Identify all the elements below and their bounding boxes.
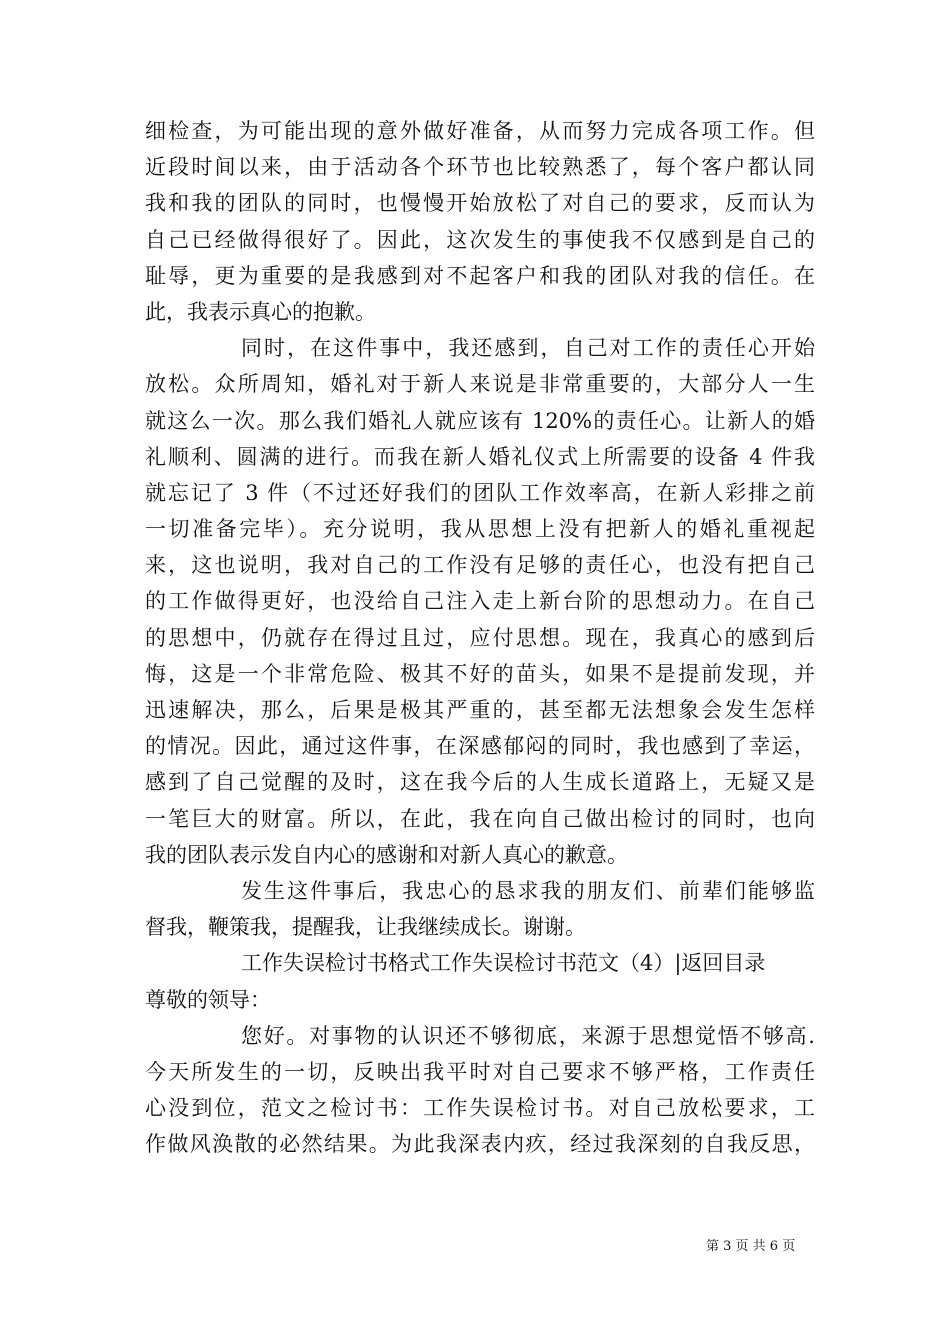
text-line: 就这么一次。那么我们婚礼人就应该有 120%的责任心。让新人的婚 (145, 408, 815, 433)
text-line: 作做风涣散的必然结果。为此我深表内疚，经过我深刻的自我反思， (145, 1132, 815, 1157)
page-number-footer: 第 3 页 共 6 页 (706, 1239, 796, 1254)
text-line: 礼顺利、圆满的进行。而我在新人婚礼仪式上所需要的设备 4 件我 (145, 444, 815, 469)
text-line: 的工作做得更好，也没给自己注入走上新台阶的思想动力。在自己 (145, 589, 815, 614)
text-line: 一切准备完毕）。充分说明，我从思想上没有把新人的婚礼重视起 (145, 517, 815, 542)
text-line: 的思想中，仍就存在得过且过，应付思想。现在，我真心的感到后 (145, 625, 815, 650)
document-body (145, 113, 815, 1162)
text-line: 自己已经做得很好了。因此，这次发生的事使我不仅感到是自己的 (145, 227, 815, 252)
text-line: 工作失误检讨书格式工作失误检讨书范文（4）|返回目录 (241, 951, 766, 976)
text-line: 心没到位，范文之检讨书：工作失误检讨书。对自己放松要求，工 (145, 1096, 815, 1121)
text-line: 我和我的团队的同时，也慢慢开始放松了对自己的要求，反而认为 (145, 191, 815, 216)
text-line: 近段时间以来，由于活动各个环节也比较熟悉了，每个客户都认同 (145, 155, 815, 180)
text-line: 的情况。因此，通过这件事，在深感郁闷的同时，我也感到了幸运， (145, 734, 815, 759)
text-line: 此，我表示真心的抱歉。 (145, 299, 376, 324)
text-line: 迅速解决，那么，后果是极其严重的，甚至都无法想象会发生怎样 (145, 698, 815, 722)
text-line: 我的团队表示发自内心的感谢和对新人真心的歉意。 (145, 842, 628, 867)
text-line: 您好。对事物的认识还不够彻底，来源于思想觉悟不够高. (241, 1023, 815, 1048)
text-line: 发生这件事后，我忠心的恳求我的朋友们、前辈们能够监 (241, 878, 815, 903)
text-line: 耻辱，更为重要的是我感到对不起客户和我的团队对我的信任。在 (145, 263, 815, 288)
text-line: 感到了自己觉醒的及时，这在我今后的人生成长道路上，无疑又是 (145, 770, 815, 795)
text-line: 细检查，为可能出现的意外做好准备，从而努力完成各项工作。但 (145, 119, 815, 143)
text-line: 尊敬的领导： (145, 987, 271, 1012)
text-line: 督我，鞭策我，提醒我，让我继续成长。谢谢。 (145, 915, 586, 940)
text-line: 来，这也说明，我对自己的工作没有足够的责任心，也没有把自己 (145, 553, 815, 578)
text-line: 一笔巨大的财富。所以，在此，我在向自己做出检讨的同时，也向 (145, 806, 815, 831)
text-line: 同时，在这件事中，我还感到，自己对工作的责任心开始 (241, 336, 815, 361)
text-line: 今天所发生的一切，反映出我平时对自己要求不够严格，工作责任 (145, 1059, 815, 1084)
text-line: 放松。众所周知，婚礼对于新人来说是非常重要的，大部分人一生 (145, 372, 815, 397)
text-line: 悔，这是一个非常危险、极其不好的苗头，如果不是提前发现，并 (145, 661, 815, 686)
text-line: 就忘记了 3 件（不过还好我们的团队工作效率高，在新人彩排之前 (145, 480, 815, 505)
